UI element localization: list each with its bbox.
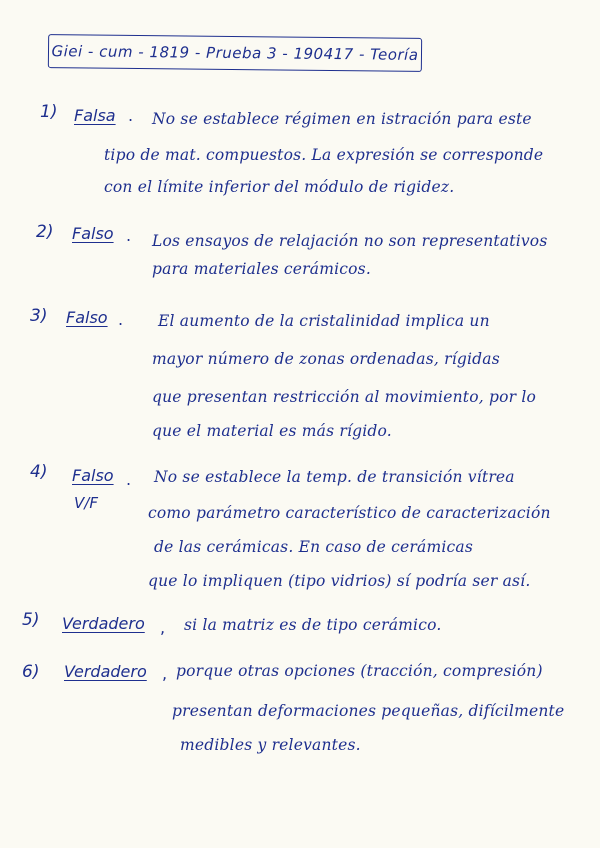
answer-text-line: de las cerámicas. En caso de cerámicas (154, 538, 474, 556)
answer-text-line: que el material es más rígido. (152, 422, 392, 440)
answer-text-line: con el límite inferior del módulo de rigidez. (104, 178, 455, 196)
answer-text-line: medibles y relevantes. (180, 736, 361, 754)
answer-text-line: Los ensayos de relajación no son representativos (152, 232, 548, 250)
answer-separator: . (126, 226, 132, 245)
answer-number: 2) (36, 222, 54, 242)
answer-number: 1) (40, 102, 58, 122)
answer-verdict: Verdadero (62, 614, 145, 633)
answer-text-line: El aumento de la cristalinidad implica un (158, 312, 490, 330)
answer-separator: . (128, 106, 134, 125)
answer-text-line: como parámetro característico de caracterización (148, 504, 551, 522)
answer-separator: . (118, 310, 124, 329)
answer-text-line: tipo de mat. compuestos. La expresión se corresponde (104, 146, 544, 164)
exam-title: Giei - cum - 1819 - Prueba 3 - 190417 - Teoría (48, 34, 422, 72)
answer-text-line: para materiales cerámicos. (152, 260, 371, 278)
answer-separator: , (162, 664, 168, 683)
answer-text-line: que lo impliquen (tipo vidrios) sí podría ser así. (148, 572, 531, 590)
true-false-note: V/F (74, 494, 98, 512)
answer-text-line: si la matriz es de tipo cerámico. (184, 616, 442, 634)
answer-text-line: mayor número de zonas ordenadas, rígidas (152, 350, 500, 368)
answer-separator: , (160, 618, 166, 637)
answer-text-line: presentan deformaciones pequeñas, difícilmente (172, 702, 565, 720)
answer-number: 4) (30, 462, 48, 482)
answer-verdict: Falsa (74, 106, 116, 125)
answer-verdict: Verdadero (64, 662, 147, 681)
answer-verdict: Falso (72, 224, 114, 243)
answer-verdict: Falso (72, 466, 114, 485)
answer-text-line: No se establece régimen en istración para este (152, 110, 532, 128)
answer-text-line: porque otras opciones (tracción, compresión) (176, 662, 543, 680)
answer-separator: . (126, 470, 132, 489)
answer-number: 3) (30, 306, 48, 326)
answer-text-line: que presentan restricción al movimiento, por lo (152, 388, 537, 406)
answer-number: 5) (22, 610, 40, 630)
answer-number: 6) (22, 662, 40, 682)
answer-verdict: Falso (66, 308, 108, 327)
answer-text-line: No se establece la temp. de transición vítrea (154, 468, 515, 486)
